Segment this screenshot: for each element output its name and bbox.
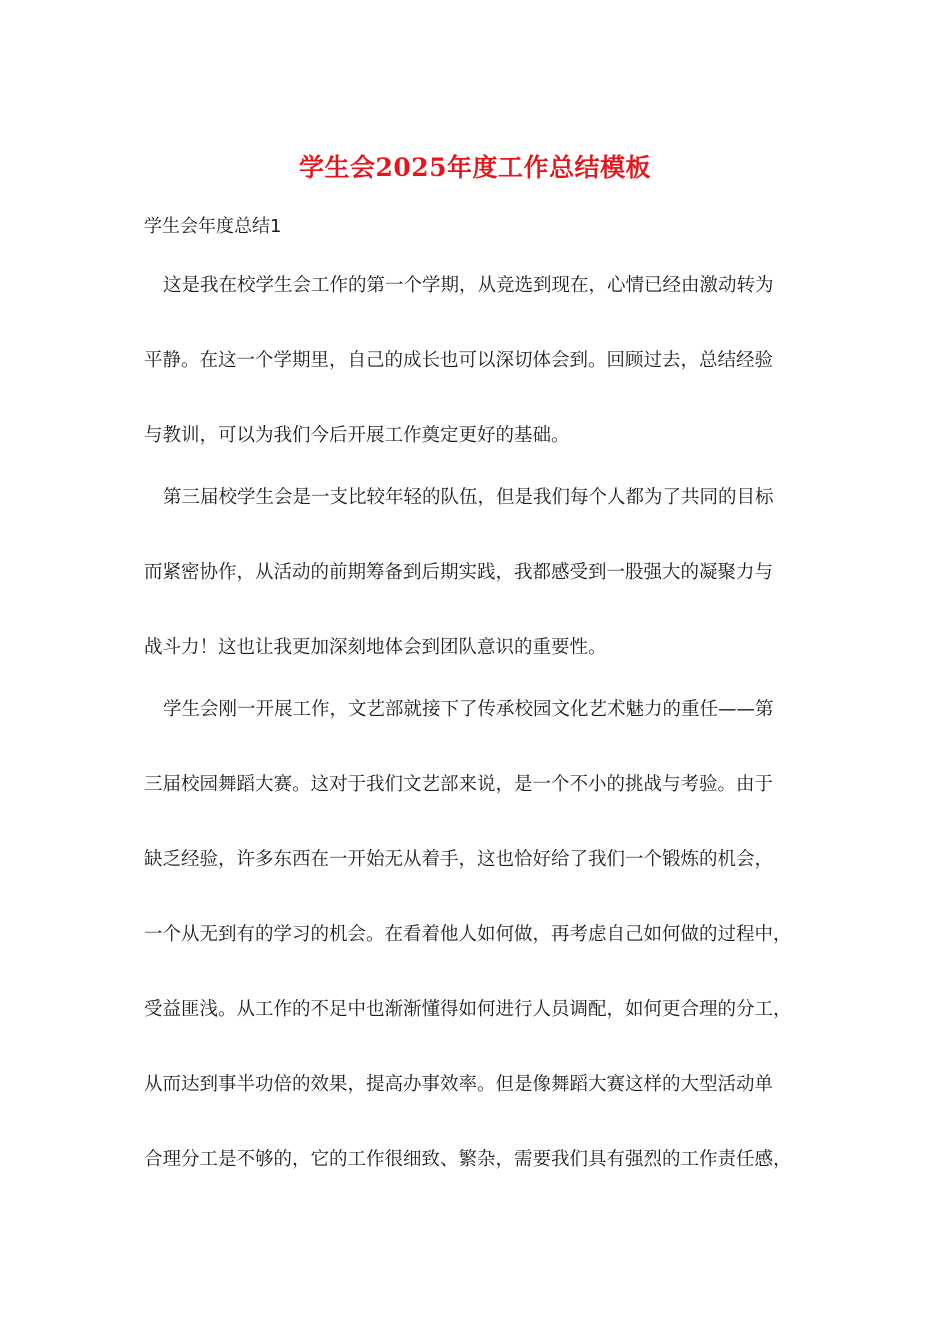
document-title: 学生会2025年度工作总结模板	[298, 153, 652, 182]
paragraph-line: 受益匪浅。从工作的不足中也渐渐懂得如何进行人员调配，如何更合理的分工，	[144, 999, 792, 1020]
paragraph-line: 第三届校学生会是一支比较年轻的队伍，但是我们每个人都为了共同的目标	[163, 487, 774, 508]
section-heading: 学生会年度总结1	[144, 216, 282, 237]
paragraph-line: 平静。在这一个学期里，自己的成长也可以深切体会到。回顾过去，总结经验	[144, 350, 774, 371]
paragraph-line: 一个从无到有的学习的机会。在看着他人如何做，再考虑自己如何做的过程中，	[144, 924, 792, 945]
paragraph-line: 战斗力！这也让我更加深刻地体会到团队意识的重要性。	[144, 637, 607, 658]
paragraph-line: 而紧密协作，从活动的前期筹备到后期实践，我都感受到一股强大的凝聚力与	[144, 562, 774, 583]
paragraph-line: 三届校园舞蹈大赛。这对于我们文艺部来说，是一个不小的挑战与考验。由于	[144, 774, 774, 795]
paragraph-line: 合理分工是不够的，它的工作很细致、繁杂，需要我们具有强烈的工作责任感，	[144, 1149, 792, 1170]
paragraph-line: 缺乏经验，许多东西在一开始无从着手，这也恰好给了我们一个锻炼的机会，	[144, 849, 774, 870]
paragraph-line: 这是我在校学生会工作的第一个学期，从竞选到现在，心情已经由激动转为	[163, 275, 774, 296]
paragraph-line: 从而达到事半功倍的效果，提高办事效率。但是像舞蹈大赛这样的大型活动单	[144, 1074, 774, 1095]
paragraph-line: 学生会刚一开展工作，文艺部就接下了传承校园文化艺术魅力的重任——第	[163, 699, 774, 720]
paragraph-line: 与教训，可以为我们今后开展工作奠定更好的基础。	[144, 425, 570, 446]
